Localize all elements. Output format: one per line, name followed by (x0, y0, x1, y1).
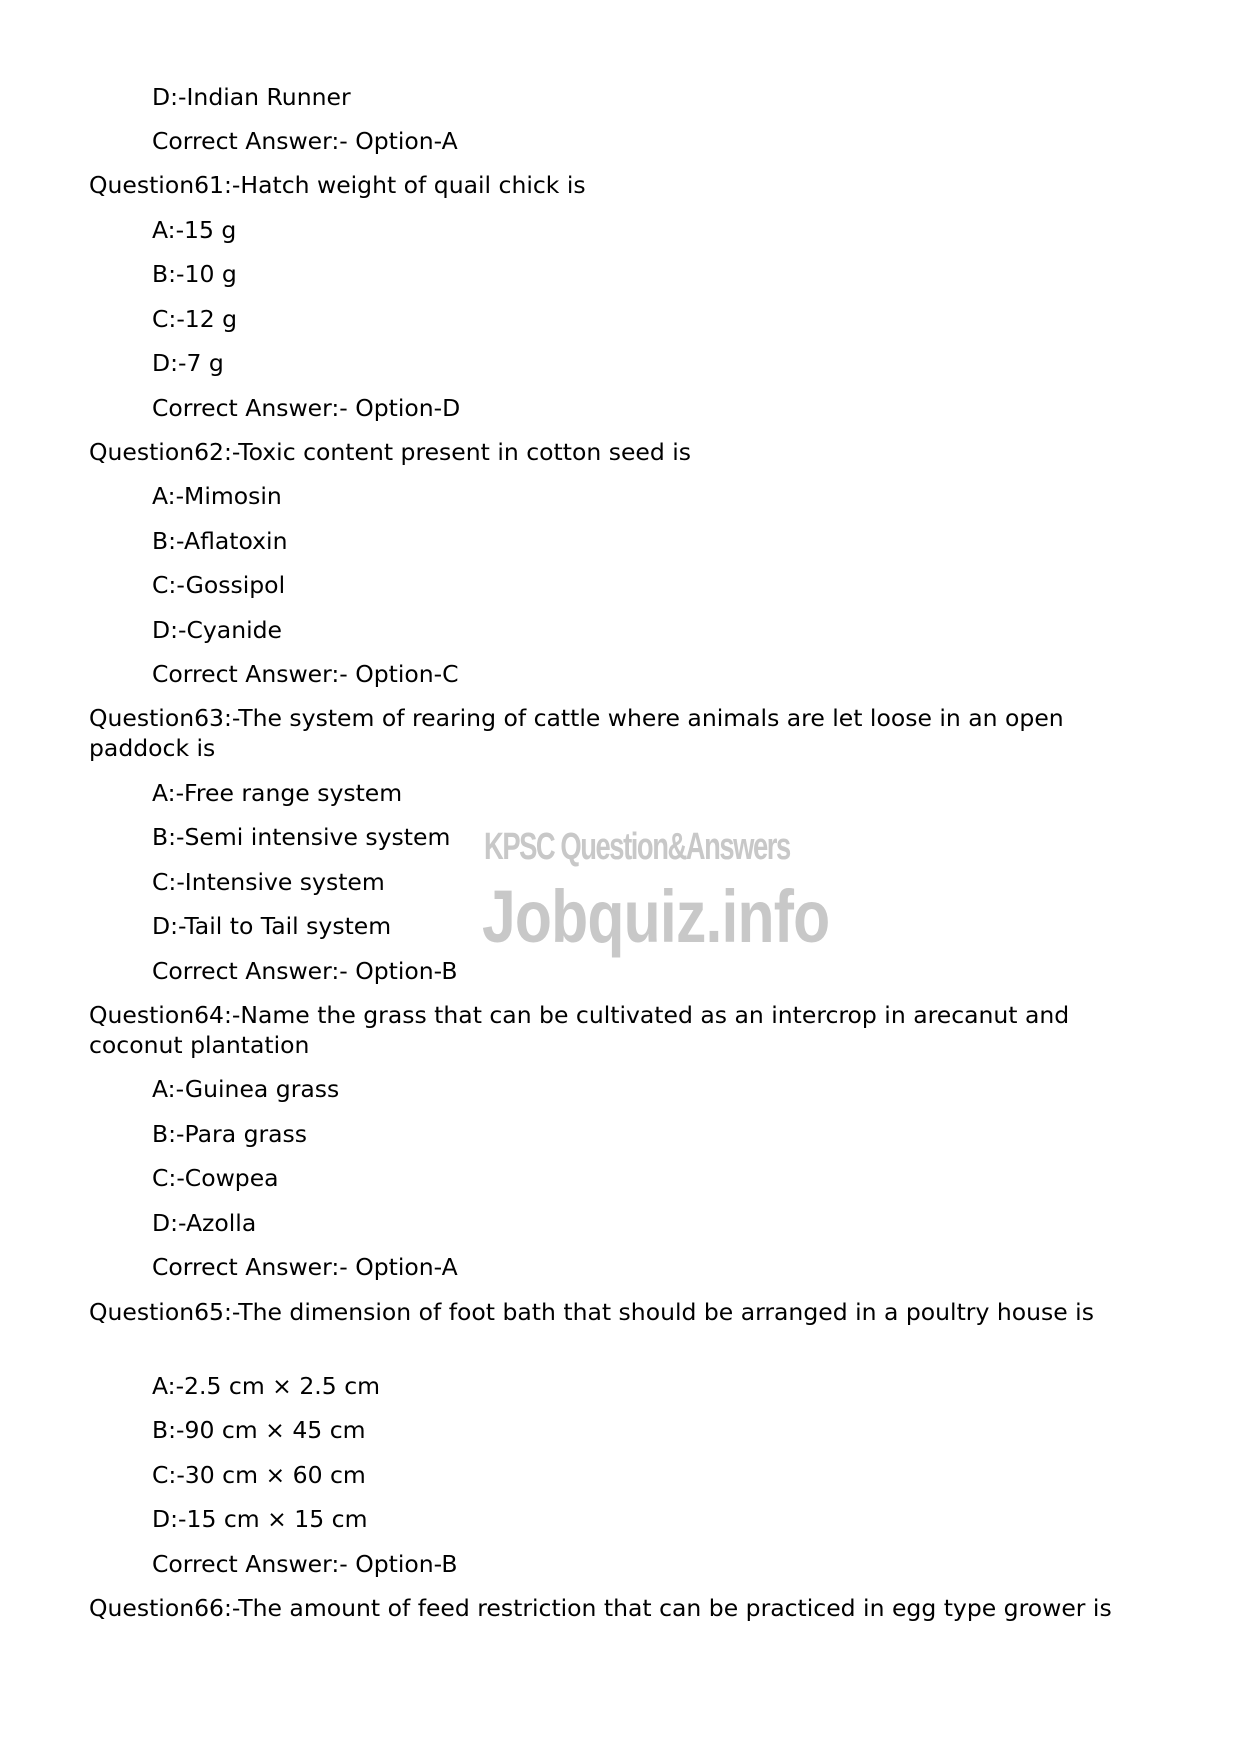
question-62: Question62:-Toxic content present in cotton seed is (89, 438, 692, 466)
option-d: D:-Indian Runner (152, 83, 351, 111)
option-a: A:-2.5 cm × 2.5 cm (152, 1372, 381, 1400)
correct-answer: Correct Answer:- Option-A (152, 1253, 458, 1281)
watermark (482, 818, 830, 968)
option-b: B:-90 cm × 45 cm (152, 1416, 366, 1444)
option-b: B:-Aflatoxin (152, 527, 288, 555)
option-d: D:-Tail to Tail system (152, 912, 392, 940)
option-a: A:-Free range system (152, 779, 403, 807)
question-65: Question65:-The dimension of foot bath that should be arranged in a poultry house is (89, 1298, 1094, 1326)
option-c: C:-Intensive system (152, 868, 385, 896)
option-a: A:-Mimosin (152, 482, 282, 510)
question-66: Question66:-The amount of feed restriction that can be practiced in egg type grower is (89, 1594, 1112, 1622)
option-b: B:-Semi intensive system (152, 823, 451, 851)
correct-answer: Correct Answer:- Option-B (152, 957, 458, 985)
option-d: D:-Cyanide (152, 616, 283, 644)
option-d: D:-15 cm × 15 cm (152, 1505, 368, 1533)
option-c: C:-30 cm × 60 cm (152, 1461, 366, 1489)
correct-answer: Correct Answer:- Option-B (152, 1550, 458, 1578)
option-d: D:-Azolla (152, 1209, 257, 1237)
option-b: B:-Para grass (152, 1120, 308, 1148)
correct-answer: Correct Answer:- Option-C (152, 660, 459, 688)
question-64: Question64:-Name the grass that can be cultivated as an intercrop in arecanut and coconut plantation (89, 1001, 1070, 1059)
question-61: Question61:-Hatch weight of quail chick is (89, 171, 586, 199)
option-b: B:-10 g (152, 260, 237, 288)
correct-answer: Correct Answer:- Option-A (152, 127, 458, 155)
option-c: C:-Cowpea (152, 1164, 279, 1192)
correct-answer: Correct Answer:- Option-D (152, 394, 461, 422)
option-c: C:-12 g (152, 305, 238, 333)
option-a: A:-Guinea grass (152, 1075, 340, 1103)
watermark-line1: KPSC Question&Answers (484, 826, 790, 868)
option-d: D:-7 g (152, 349, 224, 377)
option-a: A:-15 g (152, 216, 237, 244)
watermark-line2: Jobquiz.info (482, 875, 830, 958)
option-c: C:-Gossipol (152, 571, 286, 599)
question-63: Question63:-The system of rearing of cattle where animals are let loose in an open paddock is (89, 704, 1064, 762)
